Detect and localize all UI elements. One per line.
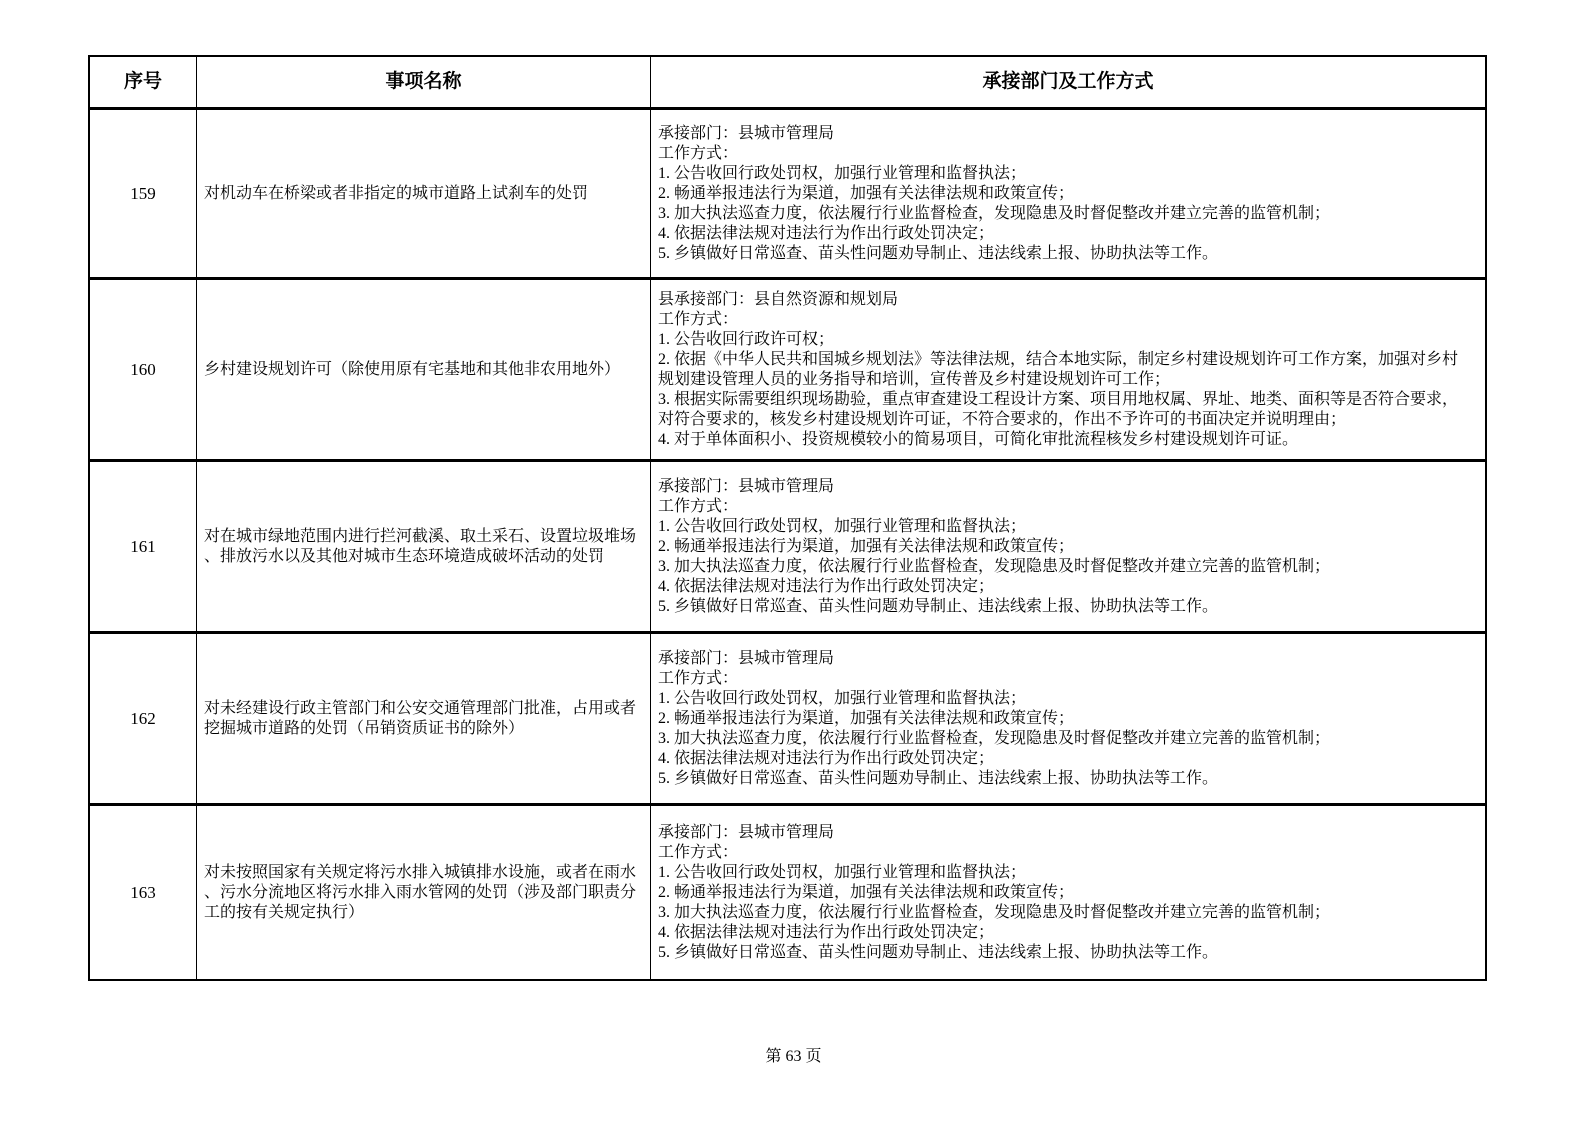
header-item-name-label: 事项名称 bbox=[385, 71, 462, 92]
header-cell-item-name bbox=[197, 57, 651, 107]
work-method-line: 承接部门：县城市管理局 bbox=[658, 823, 835, 841]
serial-number: 161 bbox=[130, 536, 156, 556]
work-method-line: 3. 加大执法巡查力度，依法履行行业监督检查，发现隐患及时督促整改并建立完善的监管机制； bbox=[658, 729, 1331, 747]
item-name-text: 对机动车在桥梁或者非指定的城市道路上试刹车的处罚 bbox=[204, 184, 589, 202]
cell-work-method bbox=[651, 634, 1485, 803]
work-method-line: 3. 加大执法巡查力度，依法履行行业监督检查，发现隐患及时督促整改并建立完善的监管机制； bbox=[658, 204, 1331, 222]
item-name-text: 乡村建设规划许可（除使用原有宅基地和其他非农用地外） bbox=[204, 360, 621, 378]
work-method-line: 承接部门：县城市管理局 bbox=[658, 124, 835, 142]
cell-item-name bbox=[197, 110, 651, 277]
header-cell-department-method bbox=[651, 57, 1485, 107]
work-method-line: 2. 依据《中华人民共和国城乡规划法》等法律法规，结合本地实际，制定乡村建设规划许可工作方案，加强对乡村规划建设管理人员的业务指导和培训，宣传普及乡村建设规划许可工作； bbox=[658, 350, 1459, 388]
page-number: 第 63 页 bbox=[765, 1048, 822, 1065]
cell-item-name bbox=[197, 462, 651, 631]
work-method-line: 2. 畅通举报违法行为渠道，加强有关法律法规和政策宣传； bbox=[658, 537, 1075, 555]
work-method-line: 3. 加大执法巡查力度，依法履行行业监督检查，发现隐患及时督促整改并建立完善的监管机制； bbox=[658, 903, 1331, 921]
work-method-line: 1. 公告收回行政处罚权，加强行业管理和监督执法； bbox=[658, 517, 1027, 535]
work-method-line: 3. 根据实际需要组织现场勘验，重点审查建设工程设计方案、项目用地权属、界址、地类、面积等是否符合要求，对符合要求的，核发乡村建设规划许可证，不符合要求的，作出不予许可的书面决定并说明理由； bbox=[658, 390, 1459, 428]
table-header-row bbox=[90, 57, 1485, 107]
item-name-text: 对在城市绿地范围内进行拦河截溪、取土采石、设置垃圾堆场、排放污水以及其他对城市生态环境造成破坏活动的处罚 bbox=[204, 527, 637, 565]
table-row bbox=[90, 107, 1485, 277]
work-method-line: 2. 畅通举报违法行为渠道，加强有关法律法规和政策宣传； bbox=[658, 883, 1075, 901]
cell-serial bbox=[90, 110, 197, 277]
work-method-line: 5. 乡镇做好日常巡查、苗头性问题劝导制止、违法线索上报、协助执法等工作。 bbox=[658, 769, 1219, 787]
cell-work-method bbox=[651, 806, 1485, 979]
serial-number: 162 bbox=[130, 708, 156, 728]
cell-serial bbox=[90, 634, 197, 803]
serial-number: 160 bbox=[130, 359, 156, 379]
work-method-line: 承接部门：县城市管理局 bbox=[658, 649, 835, 667]
cell-serial bbox=[90, 806, 197, 979]
cell-item-name bbox=[197, 280, 651, 459]
work-method-line: 1. 公告收回行政处罚权，加强行业管理和监督执法； bbox=[658, 689, 1027, 707]
work-method-line: 工作方式： bbox=[658, 843, 739, 861]
header-department-method-label: 承接部门及工作方式 bbox=[982, 71, 1154, 92]
work-method-line: 4. 依据法律法规对违法行为作出行政处罚决定； bbox=[658, 923, 995, 941]
work-method-line: 5. 乡镇做好日常巡查、苗头性问题劝导制止、违法线索上报、协助执法等工作。 bbox=[658, 244, 1219, 262]
serial-number: 159 bbox=[130, 183, 156, 203]
work-method-line: 3. 加大执法巡查力度，依法履行行业监督检查，发现隐患及时督促整改并建立完善的监管机制； bbox=[658, 557, 1331, 575]
cell-serial bbox=[90, 280, 197, 459]
cell-item-name bbox=[197, 634, 651, 803]
work-method-line: 承接部门：县城市管理局 bbox=[658, 477, 835, 495]
work-method-line: 工作方式： bbox=[658, 310, 739, 328]
work-method-line: 4. 依据法律法规对违法行为作出行政处罚决定； bbox=[658, 749, 995, 767]
serial-number: 163 bbox=[130, 882, 156, 902]
table-row bbox=[90, 459, 1485, 631]
work-method-line: 4. 依据法律法规对违法行为作出行政处罚决定； bbox=[658, 224, 995, 242]
cell-work-method bbox=[651, 462, 1485, 631]
item-name-text: 对未按照国家有关规定将污水排入城镇排水设施，或者在雨水、污水分流地区将污水排入雨水管网的处罚（涉及部门职责分工的按有关规定执行） bbox=[204, 863, 637, 921]
item-name-text: 对未经建设行政主管部门和公安交通管理部门批准，占用或者挖掘城市道路的处罚（吊销资质证书的除外） bbox=[204, 699, 637, 737]
table-row bbox=[90, 277, 1485, 459]
work-method-line: 2. 畅通举报违法行为渠道，加强有关法律法规和政策宣传； bbox=[658, 184, 1075, 202]
work-method-line: 4. 依据法律法规对违法行为作出行政处罚决定； bbox=[658, 577, 995, 595]
cell-work-method bbox=[651, 110, 1485, 277]
work-method-line: 5. 乡镇做好日常巡查、苗头性问题劝导制止、违法线索上报、协助执法等工作。 bbox=[658, 597, 1219, 615]
work-method-line: 县承接部门：县自然资源和规划局 bbox=[658, 290, 899, 308]
items-table bbox=[88, 55, 1487, 981]
work-method-line: 工作方式： bbox=[658, 669, 739, 687]
work-method-line: 工作方式： bbox=[658, 144, 739, 162]
header-cell-serial bbox=[90, 57, 197, 107]
work-method-line: 1. 公告收回行政处罚权，加强行业管理和监督执法； bbox=[658, 863, 1027, 881]
work-method-line: 5. 乡镇做好日常巡查、苗头性问题劝导制止、违法线索上报、协助执法等工作。 bbox=[658, 943, 1219, 961]
work-method-line: 4. 对于单体面积小、投资规模较小的简易项目，可简化审批流程核发乡村建设规划许可证。 bbox=[658, 430, 1299, 448]
work-method-line: 1. 公告收回行政许可权； bbox=[658, 330, 835, 348]
table-row bbox=[90, 803, 1485, 979]
work-method-line: 工作方式： bbox=[658, 497, 739, 515]
cell-serial bbox=[90, 462, 197, 631]
work-method-line: 2. 畅通举报违法行为渠道，加强有关法律法规和政策宣传； bbox=[658, 709, 1075, 727]
cell-work-method bbox=[651, 280, 1485, 459]
cell-item-name bbox=[197, 806, 651, 979]
table-row bbox=[90, 631, 1485, 803]
work-method-line: 1. 公告收回行政处罚权，加强行业管理和监督执法； bbox=[658, 164, 1027, 182]
header-serial-label: 序号 bbox=[123, 71, 162, 92]
